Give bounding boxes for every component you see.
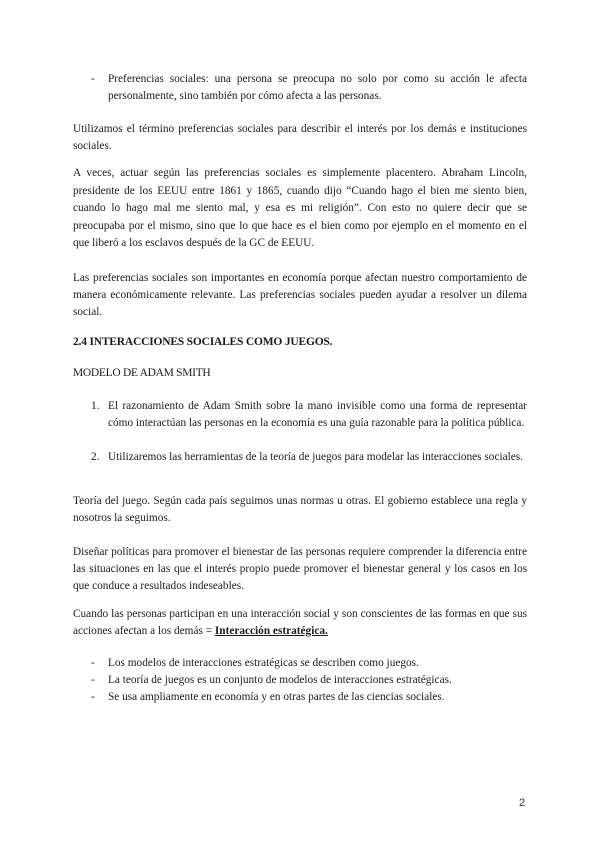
- numbered-item-2: [91, 449, 527, 466]
- bullet-text: La teoría de juegos es un conjunto de modelos de interacciones estratégicas.: [108, 674, 452, 686]
- numbered-marker: 2.: [91, 451, 100, 463]
- numbered-marker: 1.: [91, 400, 100, 412]
- bullet-game-theory-models: [91, 672, 527, 689]
- paragraph-game-theory: Teoría del juego. Según cada país seguimos unas normas u otras. El gobierno establece una regla y nosotros la seguimos.: [73, 495, 527, 524]
- equals-sign: =: [205, 625, 215, 637]
- bullet-marker: -: [91, 73, 95, 85]
- bullet-social-preferences: [91, 71, 527, 105]
- section-subheading: MODELO DE ADAM SMITH: [73, 367, 211, 379]
- strategic-interaction-term: Interacción estratégica.: [214, 625, 328, 637]
- paragraph-lead-text: Cuando las personas participan en una interacción social y son conscientes de las formas en que sus acciones afectan a los demás: [73, 608, 527, 637]
- bullet-social-sciences: [91, 689, 527, 706]
- paragraph-term-definition: Utilizamos el término preferencias sociales para describir el interés por los demás e instituciones sociales.: [73, 123, 527, 152]
- bullet-games: [91, 655, 527, 672]
- page-number: 2: [519, 797, 526, 809]
- paragraph-lincoln: A veces, actuar según las preferencias sociales es simplemente placentero. Abraham Lincoln, presidente de los EEUU entre 1861 y 1865, cuando dijo “Cuando hago el bien me siento bien, cuando lo hago mal me siento mal, y esa es mi religión”. Con esto no quiere decir que se preocupaba por el mismo, sino que lo que hace es el bien como por ejemplo en el momento en el que liberó a los esclavos después de la GC de EEUU.: [73, 167, 527, 249]
- numbered-item-1: [91, 398, 527, 432]
- paragraph-policy-design: Diseñar políticas para promover el bienestar de las personas requiere comprender la diferencia entre las situaciones en las que el interés propio puede promover el bienestar general y los casos en los que conduce a resultados indeseables.: [73, 546, 527, 592]
- bullet-text: Preferencias sociales: una persona se preocupa no solo por como su acción le afecta personalmente, sino también por cómo afecta a las personas.: [108, 73, 527, 102]
- numbered-text: El razonamiento de Adam Smith sobre la mano invisible como una forma de representar cómo interactúan las personas en la economía es una guía razonable para la política pública.: [108, 400, 527, 429]
- paragraph-strategic-interaction: [73, 606, 527, 640]
- section-heading: 2.4 INTERACCIONES SOCIALES COMO JUEGOS.: [73, 336, 333, 348]
- paragraph-importance: Las preferencias sociales son importantes en economía porque afectan nuestro comportamiento de manera económicamente relevante. Las preferencias sociales pueden ayudar a resolver un dilema social.: [73, 272, 527, 318]
- bullet-marker: -: [91, 674, 95, 686]
- bullet-text: Se usa ampliamente en economía y en otras partes de las ciencias sociales.: [108, 691, 445, 703]
- bullet-marker: -: [91, 657, 95, 669]
- numbered-text: Utilizaremos las herramientas de la teoría de juegos para modelar las interacciones sociales.: [108, 451, 523, 463]
- bullet-marker: -: [91, 691, 95, 703]
- bullet-text: Los modelos de interacciones estratégicas se describen como juegos.: [108, 657, 419, 669]
